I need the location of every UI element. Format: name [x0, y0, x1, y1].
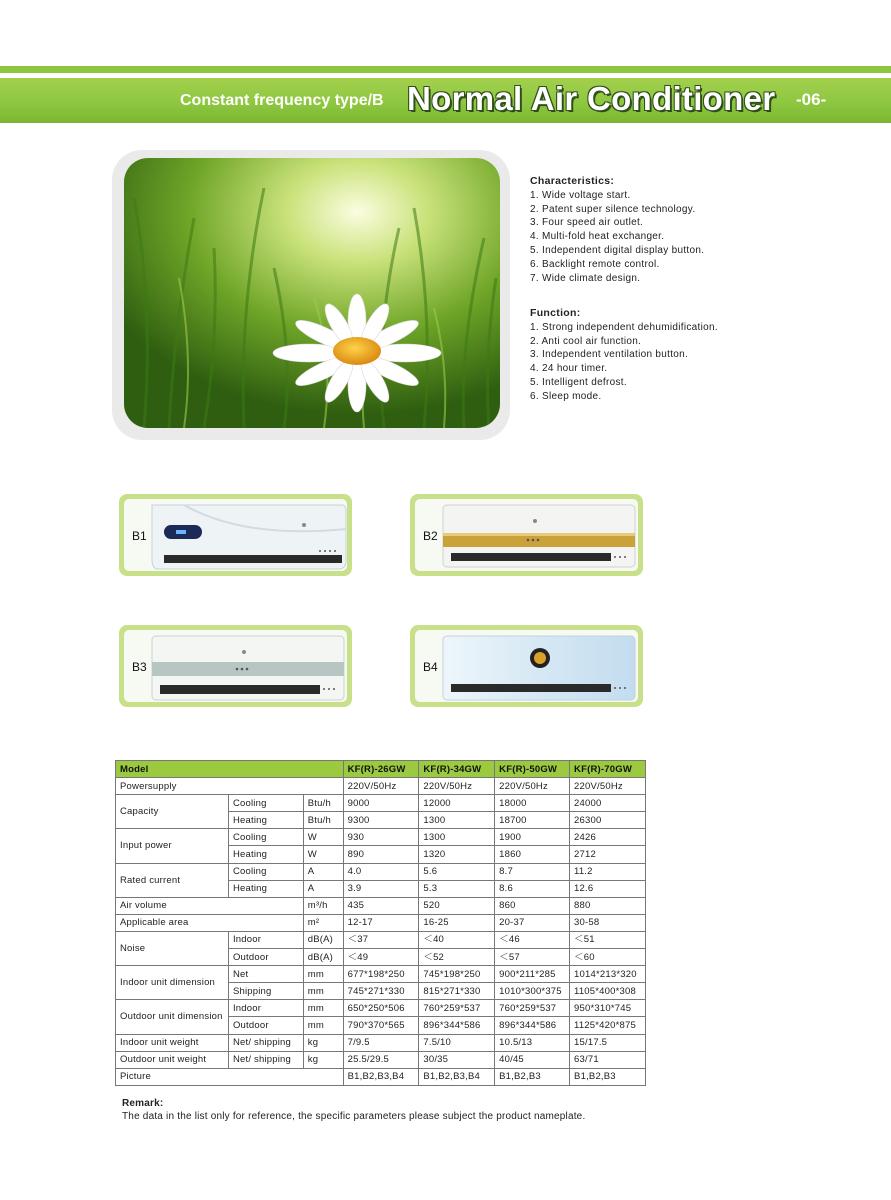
- row-unit: Btu/h: [303, 812, 343, 829]
- row-label: Rated current: [116, 863, 229, 897]
- row-sublabel: Cooling: [228, 863, 303, 880]
- table-row: [116, 897, 646, 914]
- row-label: Noise: [116, 931, 229, 965]
- table-cell: 1860: [495, 846, 570, 863]
- characteristic-item: 3. Four speed air outlet.: [530, 217, 644, 229]
- unit-b1-label: B1: [132, 529, 147, 543]
- table-cell: 1320: [419, 846, 495, 863]
- unit-b4-frame: [410, 625, 643, 707]
- row-label: Air volume: [116, 897, 304, 914]
- daisy-grass-image: [124, 158, 500, 428]
- table-cell: 20-37: [495, 914, 570, 931]
- table-cell: 1125*420*875: [570, 1017, 646, 1034]
- table-cell: 900*211*285: [495, 966, 570, 983]
- table-cell: 760*259*537: [419, 1000, 495, 1017]
- function-item: 2. Anti cool air function.: [530, 335, 642, 347]
- table-cell: 4.0: [343, 863, 419, 880]
- table-cell: 220V/50Hz: [343, 778, 419, 795]
- table-cell: 8.6: [495, 880, 570, 897]
- row-unit: kg: [303, 1034, 343, 1051]
- table-cell: 896*344*586: [419, 1017, 495, 1034]
- daisy-photo: [124, 158, 500, 428]
- row-sublabel: Net/ shipping: [228, 1051, 303, 1068]
- characteristic-item: 4. Multi-fold heat exchanger.: [530, 231, 665, 243]
- row-unit: mm: [303, 966, 343, 983]
- table-row: [116, 931, 646, 948]
- air-conditioner-b4-image: [415, 630, 638, 702]
- air-conditioner-b1-image: [124, 499, 347, 571]
- table-cell: 435: [343, 897, 419, 914]
- row-unit: m³/h: [303, 897, 343, 914]
- model-name: KF(R)-70GW: [570, 761, 646, 778]
- characteristic-item: 6. Backlight remote control.: [530, 258, 660, 270]
- table-cell: 880: [570, 897, 646, 914]
- table-cell: 12-17: [343, 914, 419, 931]
- row-unit: mm: [303, 983, 343, 1000]
- table-cell: 16-25: [419, 914, 495, 931]
- function-heading: Function:: [530, 307, 581, 319]
- table-cell: 9000: [343, 795, 419, 812]
- table-cell: ＜49: [343, 949, 419, 966]
- table-cell: ＜46: [495, 931, 570, 948]
- row-sublabel: Indoor: [228, 1000, 303, 1017]
- table-cell: 30-58: [570, 914, 646, 931]
- row-label: Capacity: [116, 795, 229, 829]
- function-item: 5. Intelligent defrost.: [530, 376, 627, 388]
- table-cell: 930: [343, 829, 419, 846]
- function-block: [530, 307, 718, 404]
- table-cell: 1014*213*320: [570, 966, 646, 983]
- table-cell: 1105*400*308: [570, 983, 646, 1000]
- table-cell: ＜52: [419, 949, 495, 966]
- table-cell: 2426: [570, 829, 646, 846]
- table-cell: 815*271*330: [419, 983, 495, 1000]
- table-cell: 860: [495, 897, 570, 914]
- page-number: -06-: [796, 90, 827, 109]
- table-cell: 1300: [419, 812, 495, 829]
- table-row: [116, 1051, 646, 1068]
- table-cell: 745*271*330: [343, 983, 419, 1000]
- air-conditioner-b2-image: [415, 499, 638, 571]
- table-cell: 12.6: [570, 880, 646, 897]
- function-item: 1. Strong independent dehumidification.: [530, 321, 718, 333]
- row-sublabel: Outdoor: [228, 1017, 303, 1034]
- table-cell: 677*198*250: [343, 966, 419, 983]
- table-row: [116, 914, 646, 931]
- table-cell: 26300: [570, 812, 646, 829]
- table-row: [116, 778, 646, 795]
- table-cell: 896*344*586: [495, 1017, 570, 1034]
- row-unit: W: [303, 829, 343, 846]
- row-label: Indoor unit weight: [116, 1034, 229, 1051]
- row-unit: Btu/h: [303, 795, 343, 812]
- table-cell: 8.7: [495, 863, 570, 880]
- row-sublabel: Shipping: [228, 983, 303, 1000]
- table-cell: ＜57: [495, 949, 570, 966]
- row-unit: m²: [303, 914, 343, 931]
- row-sublabel: Heating: [228, 880, 303, 897]
- table-cell: ＜40: [419, 931, 495, 948]
- table-cell: B1,B2,B3,B4: [343, 1068, 419, 1085]
- row-label: Input power: [116, 829, 229, 863]
- table-cell: ＜60: [570, 949, 646, 966]
- characteristics-block: [530, 175, 704, 285]
- row-unit: dB(A): [303, 949, 343, 966]
- table-cell: 1010*300*375: [495, 983, 570, 1000]
- row-sublabel: Net/ shipping: [228, 1034, 303, 1051]
- model-name: KF(R)-50GW: [495, 761, 570, 778]
- table-row: [116, 1000, 646, 1017]
- row-label: Outdoor unit weight: [116, 1051, 229, 1068]
- table-cell: 30/35: [419, 1051, 495, 1068]
- table-row: [116, 1034, 646, 1051]
- table-cell: ＜51: [570, 931, 646, 948]
- table-cell: B1,B2,B3,B4: [419, 1068, 495, 1085]
- table-cell: 1300: [419, 829, 495, 846]
- table-cell: 950*310*745: [570, 1000, 646, 1017]
- row-label: Indoor unit dimension: [116, 966, 229, 1000]
- row-unit: W: [303, 846, 343, 863]
- unit-b2-image: [415, 499, 638, 571]
- row-label: Outdoor unit dimension: [116, 1000, 229, 1034]
- row-unit: mm: [303, 1017, 343, 1034]
- remark-block: [122, 1097, 585, 1123]
- characteristic-item: 5. Independent digital display button.: [530, 244, 705, 256]
- row-label: Powersupply: [116, 778, 344, 795]
- table-header-row: [116, 761, 646, 778]
- function-item: 4. 24 hour timer.: [530, 363, 608, 375]
- table-cell: 5.6: [419, 863, 495, 880]
- unit-b3-image: [124, 630, 347, 702]
- page-subtitle: Constant frequency type/B: [180, 92, 384, 109]
- function-item: 6. Sleep mode.: [530, 390, 602, 402]
- top-divider-line: [0, 66, 891, 73]
- characteristics-heading: Characteristics:: [530, 175, 615, 187]
- table-cell: 7.5/10: [419, 1034, 495, 1051]
- table-cell: B1,B2,B3: [570, 1068, 646, 1085]
- row-sublabel: Indoor: [228, 931, 303, 948]
- row-sublabel: Heating: [228, 846, 303, 863]
- unit-b2-label: B2: [423, 529, 438, 543]
- table-row: [116, 795, 646, 812]
- table-cell: B1,B2,B3: [495, 1068, 570, 1085]
- air-conditioner-b3-image: [124, 630, 347, 702]
- table-cell: 1900: [495, 829, 570, 846]
- table-cell: 25.5/29.5: [343, 1051, 419, 1068]
- table-cell: 220V/50Hz: [495, 778, 570, 795]
- row-unit: A: [303, 880, 343, 897]
- row-unit: dB(A): [303, 931, 343, 948]
- table-cell: 220V/50Hz: [570, 778, 646, 795]
- table-cell: 9300: [343, 812, 419, 829]
- table-row: [116, 1068, 646, 1085]
- page-title: Normal Air Conditioner: [407, 80, 776, 117]
- table-cell: 220V/50Hz: [419, 778, 495, 795]
- remark-text: The data in the list only for reference, the specific parameters please subject the product nameplate.: [122, 1111, 586, 1122]
- model-name: KF(R)-26GW: [343, 761, 419, 778]
- daisy-photo-frame: [112, 150, 510, 440]
- row-sublabel: Outdoor: [228, 949, 303, 966]
- table-cell: 63/71: [570, 1051, 646, 1068]
- table-cell: 12000: [419, 795, 495, 812]
- table-cell: 760*259*537: [495, 1000, 570, 1017]
- unit-b1-image: [124, 499, 347, 571]
- remark-heading: Remark:: [122, 1098, 164, 1109]
- unit-b4-image: [415, 630, 638, 702]
- table-cell: 650*250*506: [343, 1000, 419, 1017]
- table-cell: 18700: [495, 812, 570, 829]
- row-sublabel: Cooling: [228, 795, 303, 812]
- row-label: Picture: [116, 1068, 344, 1085]
- table-cell: 15/17.5: [570, 1034, 646, 1051]
- table-cell: 18000: [495, 795, 570, 812]
- function-item: 3. Independent ventilation button.: [530, 349, 689, 361]
- unit-b2-frame: [410, 494, 643, 576]
- unit-b4-label: B4: [423, 660, 438, 674]
- unit-b3-frame: [119, 625, 352, 707]
- table-cell: 745*198*250: [419, 966, 495, 983]
- row-sublabel: Heating: [228, 812, 303, 829]
- row-sublabel: Net: [228, 966, 303, 983]
- table-cell: 520: [419, 897, 495, 914]
- table-cell: ＜37: [343, 931, 419, 948]
- table-cell: 790*370*565: [343, 1017, 419, 1034]
- table-cell: 7/9.5: [343, 1034, 419, 1051]
- table-row: [116, 829, 646, 846]
- table-cell: 890: [343, 846, 419, 863]
- table-cell: 24000: [570, 795, 646, 812]
- unit-b3-label: B3: [132, 660, 147, 674]
- row-unit: A: [303, 863, 343, 880]
- table-row: [116, 966, 646, 983]
- table-cell: 10.5/13: [495, 1034, 570, 1051]
- table-cell: 40/45: [495, 1051, 570, 1068]
- characteristic-item: 7. Wide climate design.: [530, 272, 641, 284]
- row-unit: mm: [303, 1000, 343, 1017]
- characteristic-item: 2. Patent super silence technology.: [530, 203, 696, 215]
- model-label: Model: [116, 761, 344, 778]
- row-label: Applicable area: [116, 914, 304, 931]
- table-cell: 11.2: [570, 863, 646, 880]
- model-name: KF(R)-34GW: [419, 761, 495, 778]
- table-cell: 3.9: [343, 880, 419, 897]
- table-cell: 2712: [570, 846, 646, 863]
- spec-table: [115, 760, 646, 1086]
- table-row: [116, 863, 646, 880]
- table-cell: 5.3: [419, 880, 495, 897]
- characteristic-item: 1. Wide voltage start.: [530, 189, 631, 201]
- unit-b1-frame: [119, 494, 352, 576]
- row-unit: kg: [303, 1051, 343, 1068]
- row-sublabel: Cooling: [228, 829, 303, 846]
